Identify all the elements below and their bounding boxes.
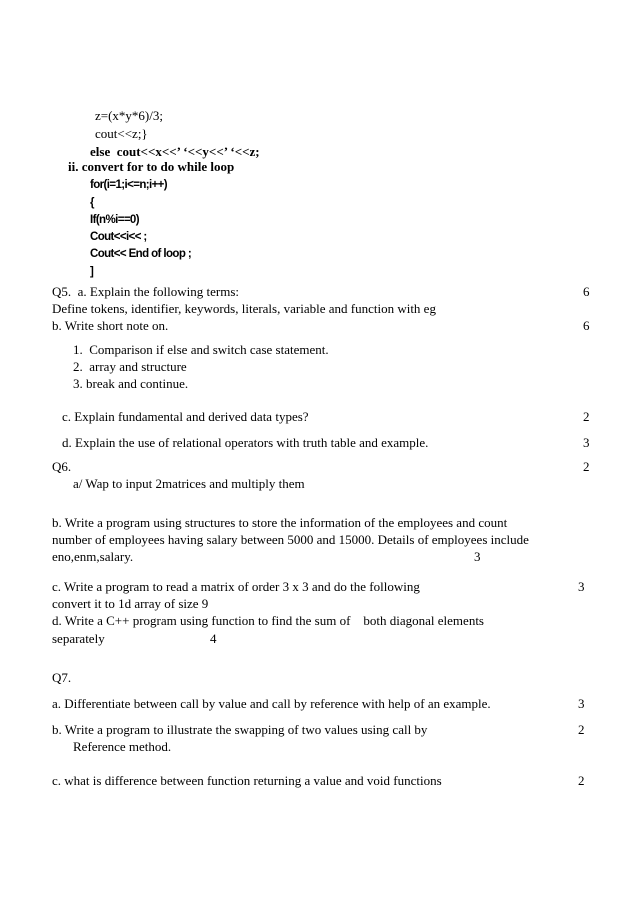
code-line-2: cout<<z;} — [95, 126, 148, 141]
q6-d-marks: 4 — [210, 631, 217, 646]
q7-b-line-1: b. Write a program to illustrate the swapping of two values using call by — [52, 722, 428, 737]
q5-a-marks: 6 — [583, 284, 590, 299]
q4ii-code-line: Cout<< End of loop ; — [90, 248, 192, 260]
q6-b-marks: 3 — [474, 549, 481, 564]
code-line-3: else cout<<x<<’ ‘<<y<<’ ‘<<z; — [90, 144, 260, 159]
code-line-1: z=(x*y*6)/3; — [95, 108, 163, 123]
q6-b-line-3: eno,enm,salary. — [52, 549, 134, 564]
q5-d: d. Explain the use of relational operators with truth table and example. — [62, 435, 429, 450]
q4ii-code-line: If(n%i==0) — [90, 214, 139, 226]
q4ii-code-line: { — [90, 197, 94, 209]
q5-c: c. Explain fundamental and derived data types? — [62, 409, 309, 424]
q5-d-marks: 3 — [583, 435, 590, 450]
q5-b-item: 1. Comparison if else and switch case statement. — [73, 342, 329, 357]
q6-b-line-2: number of employees having salary between 5000 and 15000. Details of employees include — [52, 532, 529, 547]
q6-c-marks: 3 — [578, 579, 585, 594]
q6-d-line-1: d. Write a C++ program using function to find the sum of both diagonal elements — [52, 613, 484, 628]
q5-a: Q5. a. Explain the following terms: — [52, 284, 240, 299]
q6-c-line-1: c. Write a program to read a matrix of order 3 x 3 and do the following — [52, 579, 420, 594]
q7-b-marks: 2 — [578, 722, 585, 737]
q6-a: a/ Wap to input 2matrices and multiply them — [73, 476, 305, 491]
q5-a-detail: Define tokens, identifier, keywords, literals, variable and function with eg — [52, 301, 436, 316]
q7-label: Q7. — [52, 670, 72, 685]
q4ii-heading: ii. convert for to do while loop — [68, 159, 235, 174]
q4ii-code-line: Cout<<i<< ; — [90, 231, 147, 243]
q6-b-line-1: b. Write a program using structures to store the information of the employees and count — [52, 515, 508, 530]
q5-c-marks: 2 — [583, 409, 590, 424]
q7-c-marks: 2 — [578, 773, 585, 788]
q6-label: Q6. — [52, 459, 72, 474]
q7-a-marks: 3 — [578, 696, 585, 711]
q7-b-line-2: Reference method. — [73, 739, 172, 754]
q5-b-marks: 6 — [583, 318, 590, 333]
q4ii-code-line: for(i=1;i<=n;i++) — [90, 179, 168, 191]
q5-b-item: 3. break and continue. — [73, 376, 189, 391]
q7-c: c. what is difference between function returning a value and void functions — [52, 773, 442, 788]
q5-b-item: 2. array and structure — [73, 359, 187, 374]
q5-b: b. Write short note on. — [52, 318, 169, 333]
q6-d-line-2: separately — [52, 631, 105, 646]
q6-c-line-2: convert it to 1d array of size 9 — [52, 596, 209, 611]
q7-a: a. Differentiate between call by value and call by reference with help of an example. — [52, 696, 491, 711]
q4ii-code-line: ] — [90, 266, 94, 278]
q6-label-marks: 2 — [583, 459, 590, 474]
